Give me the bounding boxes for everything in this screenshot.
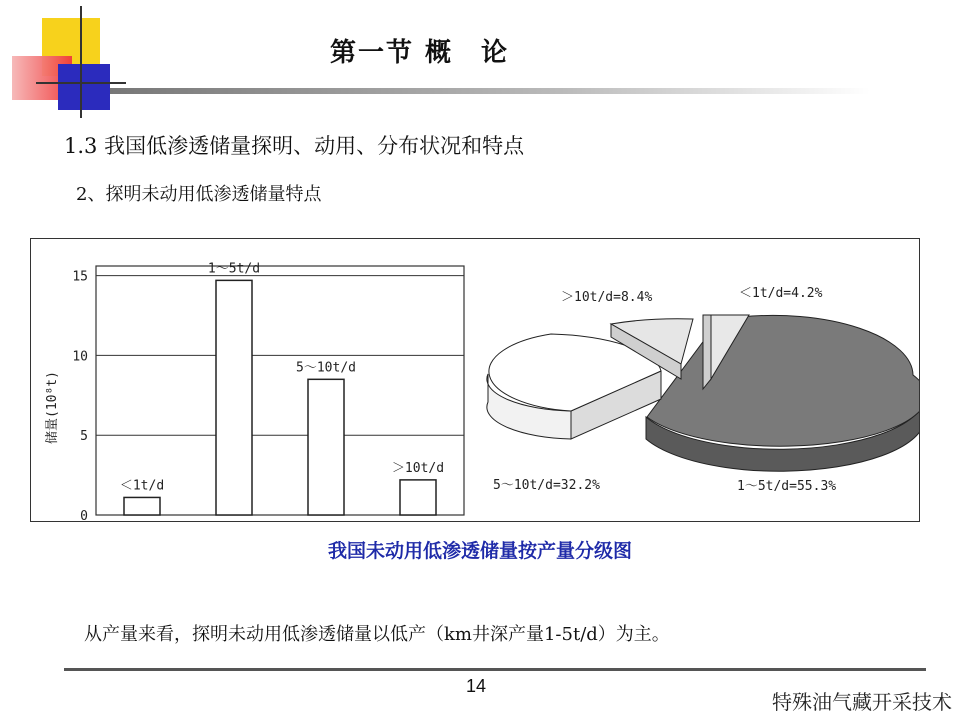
page-number: 14 <box>466 676 487 696</box>
page-title: 第一节 概 论 <box>330 38 510 68</box>
conclusion-text: 从产量来看，探明未动用低渗透储量以低产（km井深产量1-5t/d）为主。 <box>84 624 670 645</box>
pie-label-gt10: ＞10t/d=8.4% <box>561 290 653 305</box>
pie-chart <box>487 315 919 471</box>
bar-y-tick-label: 5 <box>80 429 88 445</box>
bar-data-label: 5～10t/d <box>296 360 356 376</box>
pie-label-5-10: 5～10t/d=32.2% <box>493 478 600 493</box>
bar-y-tick-label: 10 <box>72 349 88 365</box>
deco-horizontal-line <box>36 82 126 84</box>
pie-label-1-5: 1～5t/d=55.3% <box>737 479 837 494</box>
bar-<1t/d <box>124 497 160 515</box>
bar-data-labels <box>120 261 444 493</box>
bar-1～5t/d <box>216 280 252 515</box>
bar-y-axis-label: 储量(10⁸t) <box>45 371 60 444</box>
bar-5～10t/d <box>308 379 344 515</box>
bar-tick-labels <box>72 270 88 521</box>
figure-frame <box>30 238 920 522</box>
bar-data-label: 1～5t/d <box>207 261 261 277</box>
section-heading: 1.3 我国低渗透储量探明、动用、分布状况和特点 <box>64 134 525 158</box>
footer-divider <box>64 668 926 671</box>
bar->10t/d <box>400 480 436 515</box>
pie-label-lt1: ＜1t/d=4.2% <box>739 286 823 301</box>
subsection-heading: 2、探明未动用低渗透储量特点 <box>76 184 322 205</box>
figure-caption: 我国未动用低渗透储量按产量分级图 <box>327 540 632 562</box>
bar-y-tick-label: 15 <box>72 269 88 285</box>
title-divider <box>110 88 870 94</box>
bar-series <box>124 280 436 515</box>
pie-slice-lt1-side <box>703 315 711 389</box>
deco-blue-square <box>58 64 110 110</box>
bar-y-tick-label: 0 <box>80 509 88 521</box>
bar-data-label: ＜1t/d <box>119 478 165 494</box>
footer-course-title: 特殊油气藏开采技术 <box>772 690 952 714</box>
figure-svg <box>31 239 919 521</box>
deco-vertical-line <box>80 6 82 118</box>
bar-gridlines <box>96 276 464 436</box>
bar-data-label: ＞10t/d <box>391 460 445 476</box>
